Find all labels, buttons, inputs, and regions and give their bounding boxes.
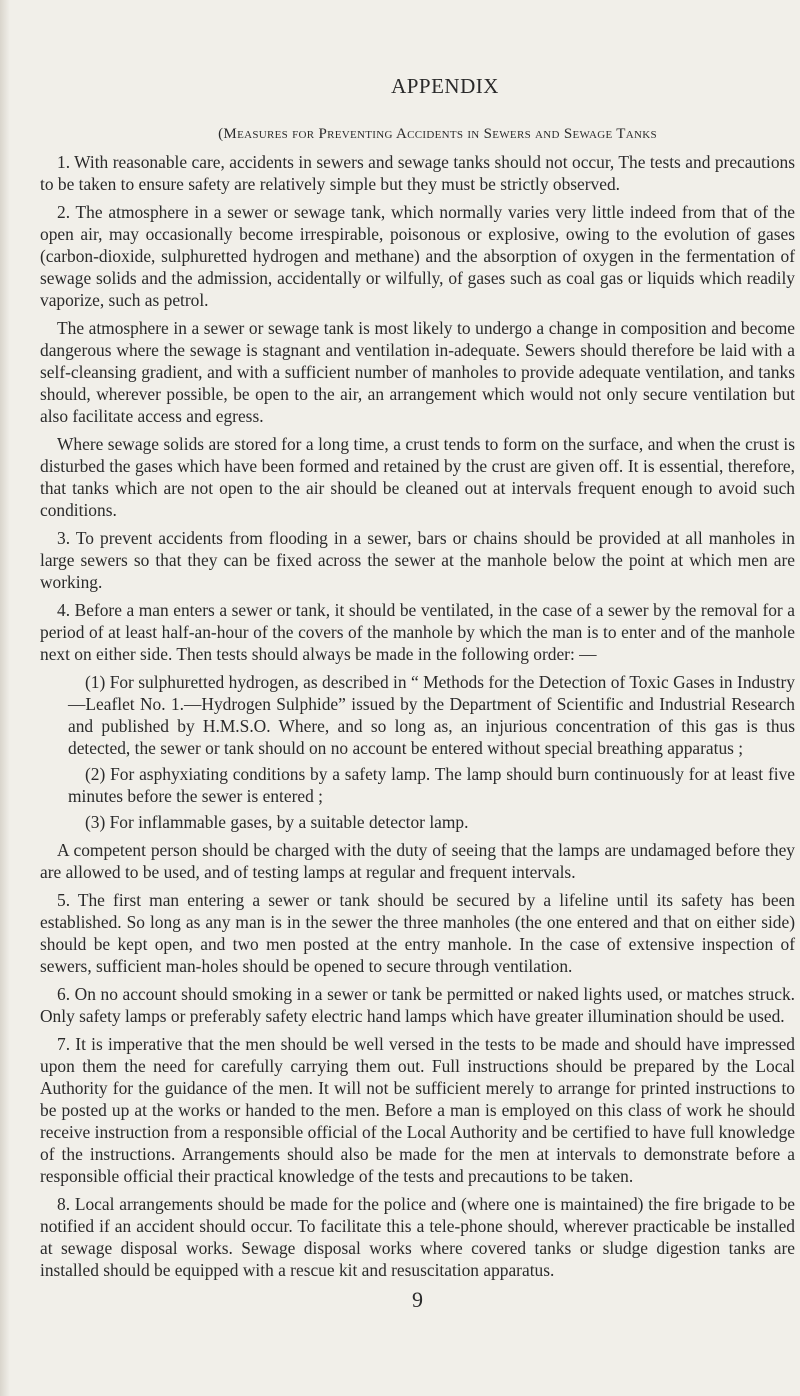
paragraph-6: 6. On no account should smoking in a sewer or tank be permitted or naked lights used, or matches struck. Only safety lamps or preferably safety electric hand lamps which have greater illumination should be used. [40,984,795,1026]
paragraph-8: 8. Local arrangements should be made for the police and (where one is maintained) the fire brigade to be notified if an accident should occur. To facilitate this a tele-phone should, wherever practicable be installed at sewage disposal works. Sewage disposal works where covered tanks or sludge digestion tanks are installed should be equipped with a rescue kit and resuscitation apparatus. [40,1194,795,1280]
page-edge [0,0,10,1396]
test-list [40,671,795,833]
test-item-2: (2) For asphyxiating conditions by a safety lamp. The lamp should burn continuously for at least five minutes before the sewer is entered ; [68,764,795,806]
page-title: APPENDIX [391,74,499,98]
paragraph-2b: The atmosphere in a sewer or sewage tank is most likely to undergo a change in composition and become dangerous where the sewage is stagnant and ventilation in-adequate. Sewers should therefore be laid with a self-cleansing gradient, and with a sufficient number of manholes to provide adequate ventilation, and tanks should, wherever possible, be open to the air, an arrangement which would not only secure ventilation but also facilitate access and egress. [40,318,795,426]
paragraph-4b: A competent person should be charged with the duty of seeing that the lamps are undamaged before they are allowed to be used, and of testing lamps at regular and frequent intervals. [40,840,795,882]
paragraph-1: 1. With reasonable care, accidents in sewers and sewage tanks should not occur, The tests and precautions to be taken to ensure safety are relatively simple but they must be strictly observed. [40,152,795,194]
section-heading: (Measures for Preventing Accidents in Sewers and Sewage Tanks [218,126,657,142]
paragraph-2: 2. The atmosphere in a sewer or sewage tank, which normally varies very little indeed from that of the open air, may occasionally become irrespirable, poisonous or explosive, owing to the evolution of gases (carbon-dioxide, sulphuretted hydrogen and methane) and the absorption of oxygen in the fermentation of sewage solids and the admission, accidentally or wilfully, of gases such as coal gas or liquids which readily vaporize, such as petrol. [40,202,795,310]
test-item-3: (3) For inflammable gases, by a suitable detector lamp. [85,812,469,832]
page-number: 9 [412,1287,423,1312]
document-body [40,74,795,1313]
paragraph-4: 4. Before a man enters a sewer or tank, it should be ventilated, in the case of a sewer by the removal for a period of at least half-an-hour of the covers of the manhole by which the man is to enter and of the manhole next on either side. Then tests should always be made in the following order: — [40,600,795,664]
paragraph-2c: Where sewage solids are stored for a long time, a crust tends to form on the surface, and when the crust is disturbed the gases which have been formed and retained by the crust are given off. It is essential, therefore, that tanks which are not open to the air should be cleaned out at intervals frequent enough to avoid such conditions. [40,434,795,520]
paragraph-7: 7. It is imperative that the men should be well versed in the tests to be made and should have impressed upon them the need for carefully carrying them out. Full instructions should be prepared by the Local Authority for the guidance of the men. It will not be sufficient merely to arrange for printed instructions to be posted up at the works or handed to the men. Before a man is employed on this class of work he should receive instruction from a responsible official of the Local Authority and be certified to have full knowledge of the instructions. Arrangements should also be made for the men at intervals to demonstrate before a responsible official their practical knowledge of the tests and precautions to be taken. [40,1034,795,1186]
paragraph-5: 5. The first man entering a sewer or tank should be secured by a lifeline until its safety has been established. So long as any man is in the sewer the three manholes (the one entered and that on either side) should be kept open, and two men posted at the entry manhole. In the case of extensive inspection of sewers, sufficient man-holes should be opened to secure through ventilation. [40,890,795,976]
paragraph-3: 3. To prevent accidents from flooding in a sewer, bars or chains should be provided at all manholes in large sewers so that they can be fixed across the sewer at the manhole below the point at which men are working. [40,528,795,592]
test-item-1: (1) For sulphuretted hydrogen, as described in “ Methods for the Detection of Toxic Gases in Industry—Leaflet No. 1.—Hydrogen Sulphide” issued by the Department of Scientific and Industrial Research and published by H.M.S.O. Where, and so long as, an injurious concentration of this gas is thus detected, the sewer or tank should on no account be entered without special breathing apparatus ; [68,672,795,758]
